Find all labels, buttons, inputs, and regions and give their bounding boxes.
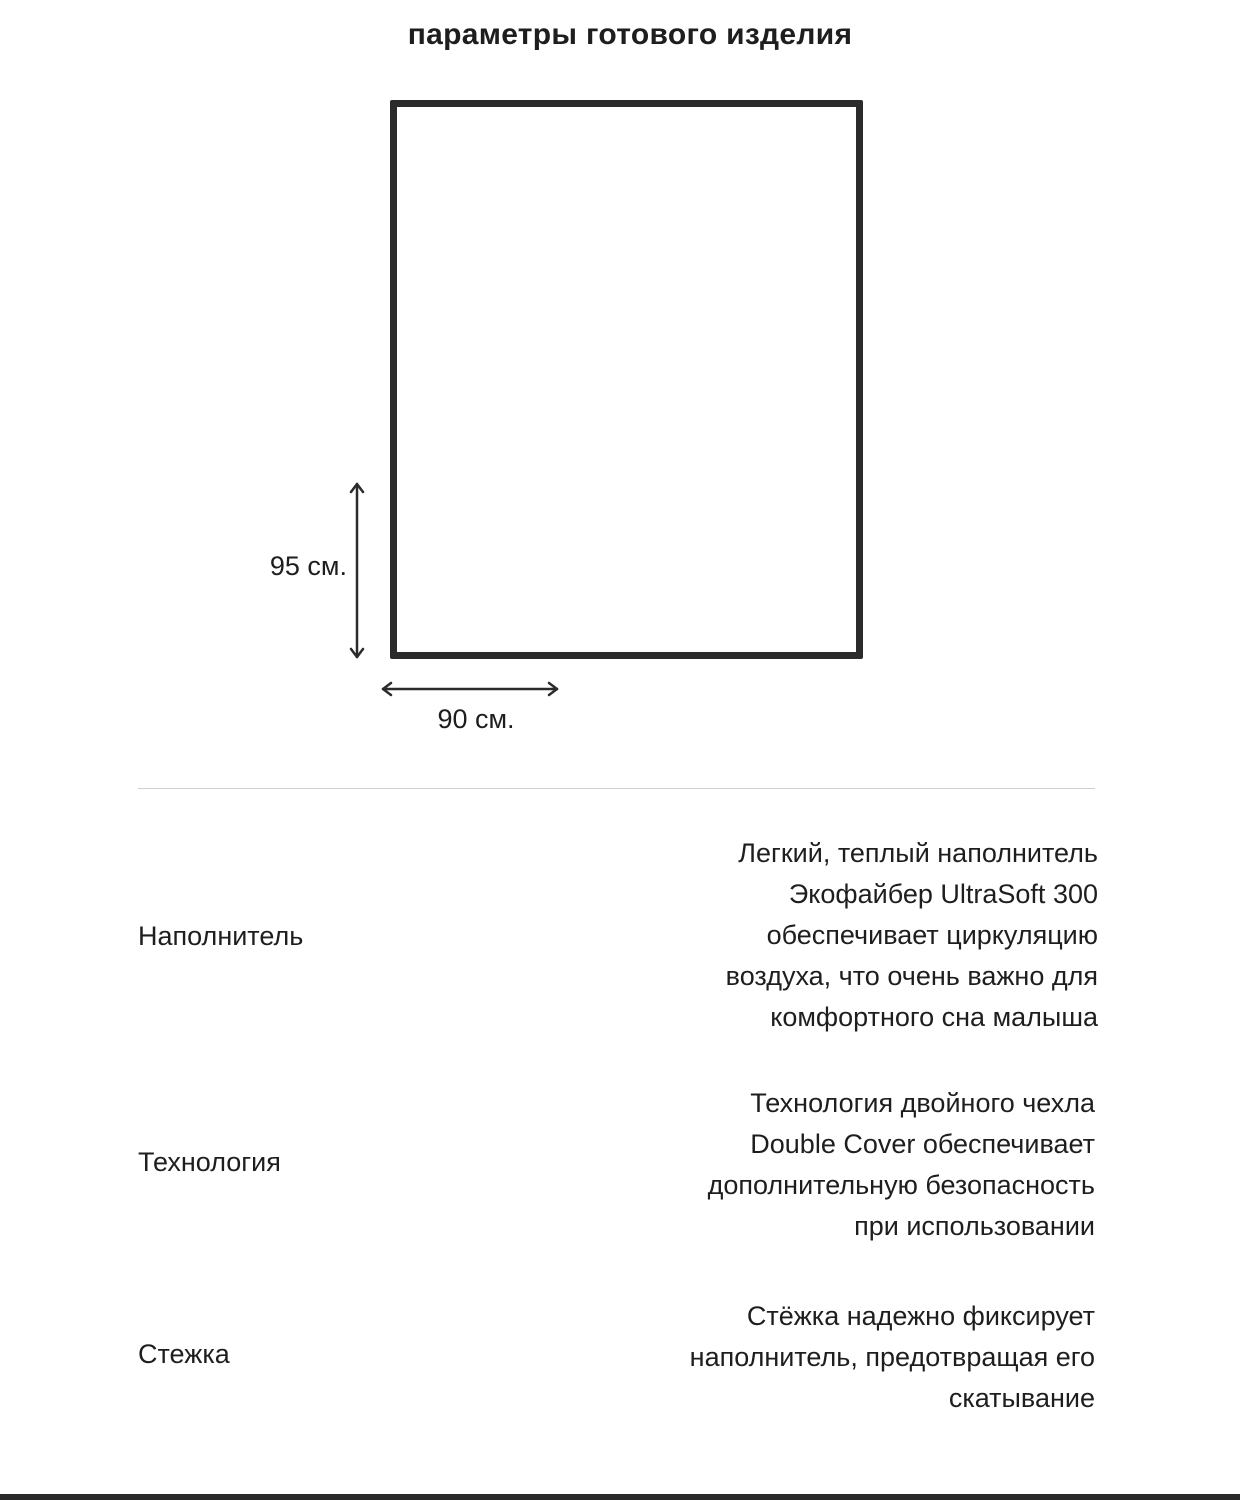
spec-value: Стёжка надежно фиксирует наполнитель, предотвращая его скатывание	[689, 1301, 1095, 1413]
page-title: параметры готового изделия	[407, 18, 853, 51]
product-outline	[390, 100, 863, 659]
height-arrow-icon	[351, 484, 363, 657]
spec-row-technology	[138, 1083, 1098, 1248]
spec-label: Технология	[138, 1147, 281, 1177]
height-dimension-label: 95 см.	[269, 551, 347, 581]
spec-value: Технология двойного чехла Double Cover обеспечивает дополнительную безопасность при использовании	[707, 1088, 1095, 1241]
bottom-edge-bar	[0, 1494, 1240, 1500]
spec-label: Стежка	[138, 1339, 230, 1369]
spec-value: Легкий, теплый наполнитель Экофайбер UltraSoft 300 обеспечивает циркуляцию воздуха, что очень важно для комфортного сна малыша	[725, 838, 1098, 1032]
spec-label: Наполнитель	[138, 921, 304, 951]
width-arrow-icon	[383, 683, 557, 695]
spec-row-quilting	[138, 1296, 1098, 1421]
width-dimension-label: 90 см.	[437, 704, 515, 734]
section-divider	[138, 788, 1095, 789]
spec-row-filler	[138, 833, 1098, 1038]
